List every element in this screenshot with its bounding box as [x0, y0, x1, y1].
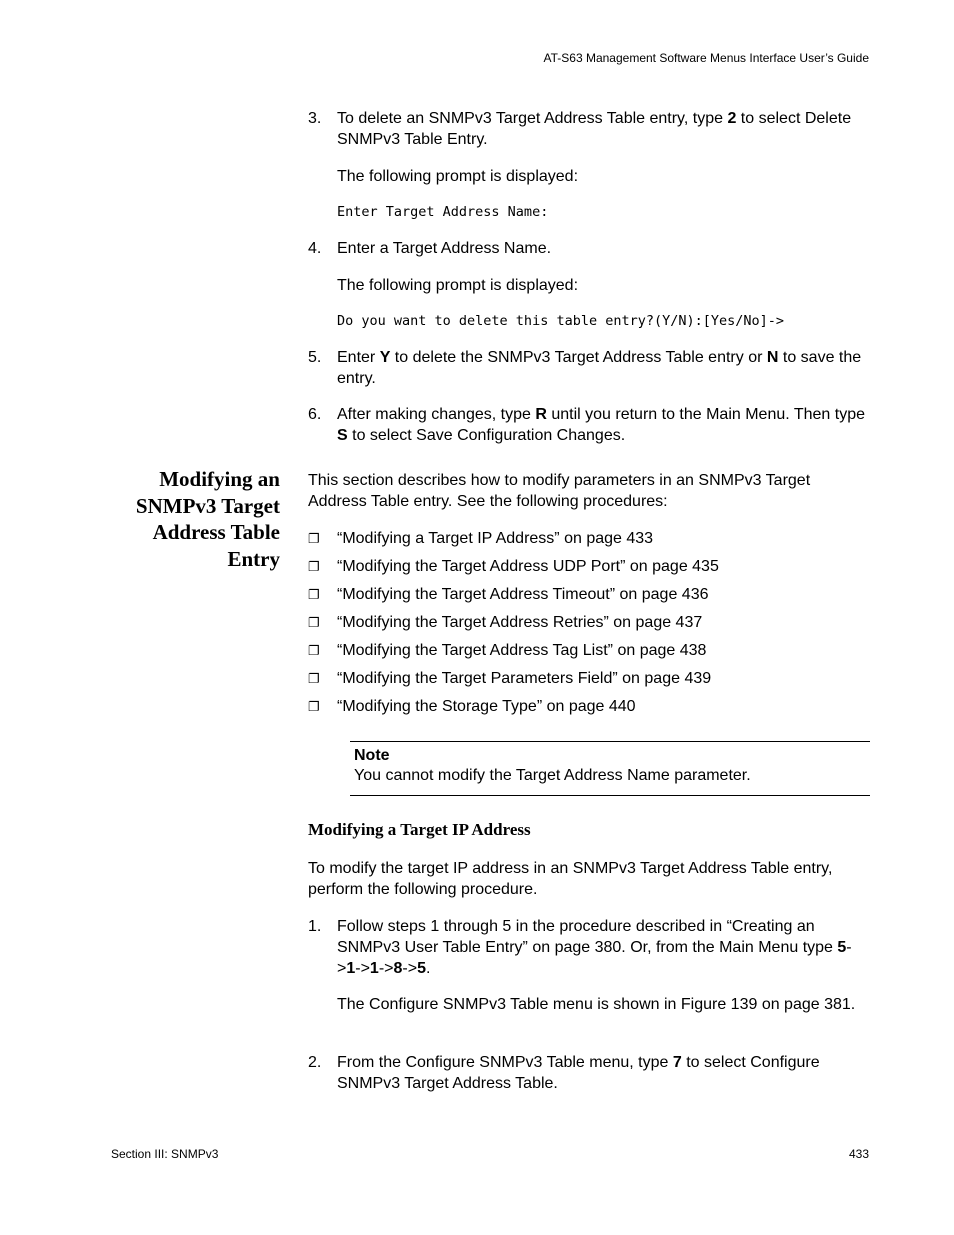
cross-reference-link[interactable]: “Modifying the Target Address Retries” on page 437	[337, 614, 703, 631]
cross-reference-link[interactable]: “Modifying the Target Address Timeout” on page 436	[337, 586, 709, 603]
prompt-intro: The following prompt is displayed:	[337, 168, 579, 185]
checkbox-bullet-icon: ❐	[308, 643, 320, 658]
note-box	[350, 741, 870, 796]
code-prompt: Enter Target Address Name:	[337, 204, 549, 220]
cross-reference-link[interactable]: “Modifying a Target IP Address” on page 433	[337, 530, 654, 547]
subsection-heading: Modifying a Target IP Address	[308, 820, 531, 839]
step-number: 5.	[308, 349, 322, 366]
cross-reference-link[interactable]: “Modifying the Target Address UDP Port” on page 435	[337, 558, 719, 575]
step-number: 4.	[308, 240, 322, 257]
step-text: From the Configure SNMPv3 Table menu, type 7 to select Configure SNMPv3 Target Address Table.	[337, 1054, 820, 1092]
section-intro: This section describes how to modify parameters in an SNMPv3 Target Address Table entry. See the following procedures:	[308, 472, 811, 510]
running-header: AT-S63 Management Software Menus Interface User’s Guide	[543, 51, 869, 65]
footer-section: Section III: SNMPv3	[111, 1147, 219, 1161]
section-heading: Modifying an SNMPv3 Target Address Table Entry	[135, 467, 280, 571]
step-number: 1.	[308, 918, 322, 935]
step-text: Enter Y to delete the SNMPv3 Target Address Table entry or N to save the entry.	[337, 349, 862, 387]
checkbox-bullet-icon: ❐	[308, 699, 320, 714]
checkbox-bullet-icon: ❐	[308, 559, 320, 574]
prompt-intro: The following prompt is displayed:	[337, 277, 579, 294]
subsection-intro: To modify the target IP address in an SNMPv3 Target Address Table entry, perform the following procedure.	[308, 860, 833, 898]
checkbox-bullet-icon: ❐	[308, 615, 320, 630]
step-number: 2.	[308, 1054, 322, 1071]
checkbox-bullet-icon: ❐	[308, 671, 320, 686]
checkbox-bullet-icon: ❐	[308, 531, 320, 546]
note-text: You cannot modify the Target Address Name parameter.	[354, 767, 751, 784]
cross-reference-link[interactable]: “Modifying the Target Address Tag List” on page 438	[337, 642, 707, 659]
step-text: To delete an SNMPv3 Target Address Table entry, type 2 to select Delete SNMPv3 Table Entry.	[337, 110, 852, 148]
step-number: 3.	[308, 110, 322, 127]
step-text: After making changes, type R until you return to the Main Menu. Then type S to select Save Configuration Changes.	[337, 406, 865, 444]
cross-reference-link[interactable]: “Modifying the Target Parameters Field” on page 439	[337, 670, 712, 687]
step-text: Follow steps 1 through 5 in the procedure described in “Creating an SNMPv3 User Table Entry” on page 380. Or, from the Main Menu type 5->1->1->8->5.	[337, 918, 852, 977]
code-prompt: Do you want to delete this table entry?(Y/N):[Yes/No]->	[337, 313, 785, 329]
page-number: 433	[848, 1147, 869, 1161]
step-text: Enter a Target Address Name.	[337, 240, 552, 257]
step-followup: The Configure SNMPv3 Table menu is shown in Figure 139 on page 381.	[337, 996, 856, 1013]
note-title: Note	[354, 747, 390, 764]
checkbox-bullet-icon: ❐	[308, 587, 320, 602]
cross-reference-link[interactable]: “Modifying the Storage Type” on page 440	[337, 698, 636, 715]
step-number: 6.	[308, 406, 322, 423]
